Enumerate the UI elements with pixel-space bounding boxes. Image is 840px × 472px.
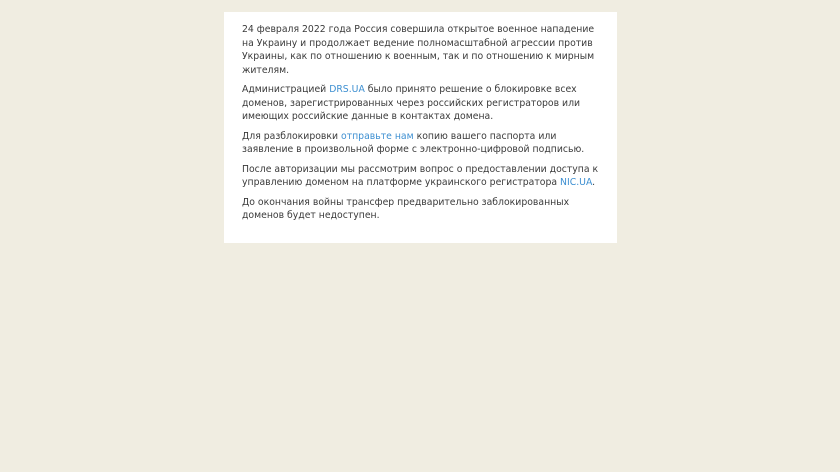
unblock-text-before: Для разблокировки xyxy=(242,130,341,142)
notice-paragraph-authorization xyxy=(242,163,599,190)
drs-ua-link[interactable]: DRS.UA xyxy=(329,84,365,95)
unblock-text-after: копию вашего паспорта или заявление в произвольной форме с электронно-цифровой подписью. xyxy=(242,130,585,155)
notice-paragraph-unblock xyxy=(242,130,599,157)
blocking-text-before: Администрацией xyxy=(242,84,330,95)
notice-paragraph-blocking xyxy=(242,83,599,124)
notice-paragraph-war xyxy=(242,23,599,77)
nic-ua-link[interactable]: NIC.UA xyxy=(560,177,593,188)
send-us-link[interactable]: отправьте нам xyxy=(341,130,414,142)
war-text: 24 февраля 2022 года Россия совершила открытое военное нападение на Украину и продолжает ведение полномасштабной агрессии против Украины, как по отношению к военным, так и по отношению к мирным жителям. xyxy=(242,24,595,76)
transfer-text: До окончания войны трансфер предварительно заблокированных доменов будет недоступен. xyxy=(242,196,570,221)
authorization-text-before: После авторизации мы рассмотрим вопрос о предоставлении доступа к управлению доменом на платформе украинского регистратора xyxy=(242,163,599,188)
notice-paragraph-transfer xyxy=(242,196,599,223)
authorization-text-after: . xyxy=(592,177,596,188)
blocking-text-after: было принято решение о блокировке всех доменов, зарегистрированных через российских регистраторов или имеющих российские данные в контактах домена. xyxy=(242,84,581,122)
notice-panel xyxy=(224,12,617,243)
